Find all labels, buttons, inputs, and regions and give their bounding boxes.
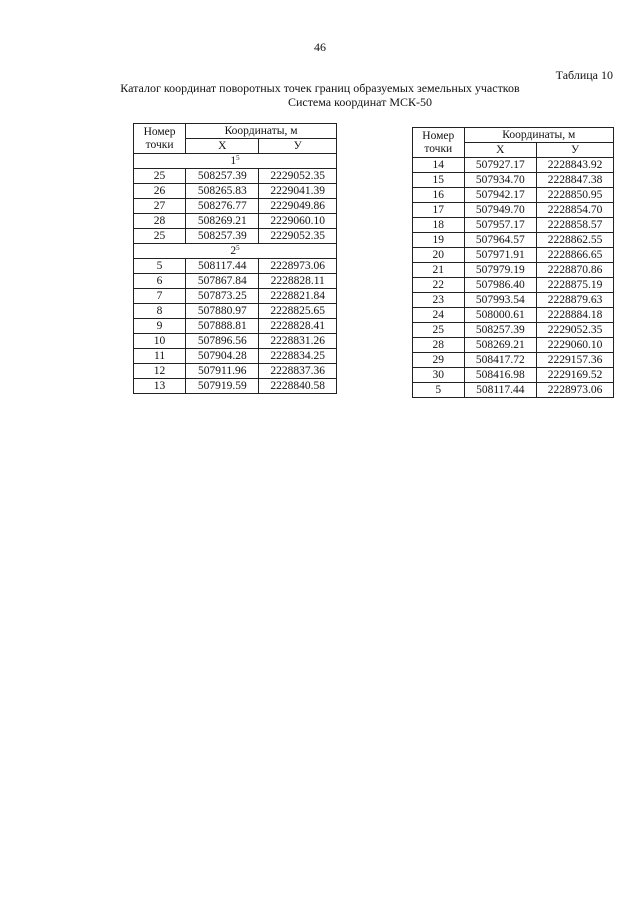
y-coordinate-cell: 2228866.65: [537, 248, 614, 263]
point-number-cell: 28: [413, 338, 465, 353]
point-number-header: [134, 124, 186, 154]
x-coordinate-cell: 507927.17: [464, 158, 537, 173]
group-header-row: [134, 154, 337, 169]
y-coordinate-cell: 2228834.25: [259, 349, 337, 364]
y-coordinate-cell: 2228828.41: [259, 319, 337, 334]
y-coordinate-cell: 2229060.10: [537, 338, 614, 353]
table-row: [413, 368, 614, 383]
y-coordinate-cell: 2228821.84: [259, 289, 337, 304]
y-coordinate-cell: 2228862.55: [537, 233, 614, 248]
left-table-body: [134, 154, 337, 394]
table-label: Таблица 10: [555, 68, 613, 82]
y-coordinate-cell: 2228854.70: [537, 203, 614, 218]
y-coordinate-cell: 2229052.35: [259, 169, 337, 184]
table-row: [413, 203, 614, 218]
table-row: [413, 293, 614, 308]
point-number-cell: 24: [413, 308, 465, 323]
table-row: [413, 338, 614, 353]
table-row: [413, 263, 614, 278]
group-label: [134, 244, 337, 259]
group-label-number: 2: [230, 244, 237, 257]
point-number-cell: 5: [134, 259, 186, 274]
table-row: [413, 353, 614, 368]
y-coordinate-cell: 2229049.86: [259, 199, 337, 214]
point-number-cell: 25: [413, 323, 465, 338]
y-coordinate-cell: 2228840.58: [259, 379, 337, 394]
y-coordinate-cell: 2228875.19: [537, 278, 614, 293]
x-coordinate-cell: 507949.70: [464, 203, 537, 218]
x-coordinate-cell: 507957.17: [464, 218, 537, 233]
x-coordinate-cell: 508117.44: [186, 259, 259, 274]
group-header-row: [134, 244, 337, 259]
x-coordinate-cell: 507880.97: [186, 304, 259, 319]
y-coordinate-cell: 2228879.63: [537, 293, 614, 308]
group-label-superscript: 5: [236, 153, 240, 162]
x-coordinate-cell: 507867.84: [186, 274, 259, 289]
x-coordinate-cell: 507986.40: [464, 278, 537, 293]
point-number-cell: 18: [413, 218, 465, 233]
x-coordinate-cell: 508416.98: [464, 368, 537, 383]
y-coordinate-cell: 2228843.92: [537, 158, 614, 173]
y-header: У: [259, 139, 337, 154]
table-row: [413, 158, 614, 173]
y-coordinate-cell: 2228973.06: [537, 383, 614, 398]
point-number-cell: 26: [134, 184, 186, 199]
point-number-cell: 10: [134, 334, 186, 349]
x-header: X: [464, 143, 537, 158]
point-number-cell: 23: [413, 293, 465, 308]
point-number-cell: 14: [413, 158, 465, 173]
y-coordinate-cell: 2229169.52: [537, 368, 614, 383]
x-coordinate-cell: 507873.25: [186, 289, 259, 304]
y-header: У: [537, 143, 614, 158]
y-coordinate-cell: 2228825.65: [259, 304, 337, 319]
x-coordinate-cell: 508257.39: [186, 169, 259, 184]
x-coordinate-cell: 508265.83: [186, 184, 259, 199]
table-row: [413, 248, 614, 263]
y-coordinate-cell: 2229052.35: [537, 323, 614, 338]
x-coordinate-cell: 507979.19: [464, 263, 537, 278]
point-number-cell: 12: [134, 364, 186, 379]
table-row: [134, 229, 337, 244]
right-table-body: [413, 158, 614, 398]
x-coordinate-cell: 507904.28: [186, 349, 259, 364]
y-coordinate-cell: 2228831.26: [259, 334, 337, 349]
x-coordinate-cell: 508269.21: [186, 214, 259, 229]
group-label-number: 1: [230, 154, 237, 167]
point-number-cell: 19: [413, 233, 465, 248]
table-row: [413, 233, 614, 248]
y-coordinate-cell: 2228837.36: [259, 364, 337, 379]
x-coordinate-cell: 508269.21: [464, 338, 537, 353]
x-coordinate-cell: 507911.96: [186, 364, 259, 379]
x-coordinate-cell: 507993.54: [464, 293, 537, 308]
table-row: [134, 214, 337, 229]
x-coordinate-cell: 507896.56: [186, 334, 259, 349]
x-coordinate-cell: 508276.77: [186, 199, 259, 214]
y-coordinate-cell: 2228847.38: [537, 173, 614, 188]
point-number-cell: 8: [134, 304, 186, 319]
point-number-cell: 13: [134, 379, 186, 394]
group-label-superscript: 5: [236, 243, 240, 252]
point-number-cell: 27: [134, 199, 186, 214]
table-row: [413, 323, 614, 338]
y-coordinate-cell: 2228828.11: [259, 274, 337, 289]
y-coordinate-cell: 2229060.10: [259, 214, 337, 229]
point-number-header: [413, 128, 465, 158]
point-number-cell: 28: [134, 214, 186, 229]
y-coordinate-cell: 2228858.57: [537, 218, 614, 233]
point-number-cell: 7: [134, 289, 186, 304]
point-number-cell: 5: [413, 383, 465, 398]
coordinate-system-title: Система координат МСК-50: [287, 95, 433, 109]
point-number-cell: 15: [413, 173, 465, 188]
left-coordinates-table: [133, 123, 337, 394]
table-row: [413, 383, 614, 398]
point-number-cell: 30: [413, 368, 465, 383]
point-number-cell: 16: [413, 188, 465, 203]
table-row: [134, 274, 337, 289]
table-row: [134, 364, 337, 379]
point-number-header-line2: точки: [145, 138, 174, 151]
x-coordinate-cell: 508257.39: [464, 323, 537, 338]
table-row: [413, 173, 614, 188]
y-coordinate-cell: 2228973.06: [259, 259, 337, 274]
point-number-cell: 17: [413, 203, 465, 218]
table-row: [413, 278, 614, 293]
table-row: [134, 259, 337, 274]
x-header: X: [186, 139, 259, 154]
table-row: [134, 169, 337, 184]
point-number-cell: 21: [413, 263, 465, 278]
table-row: [134, 349, 337, 364]
point-number-cell: 22: [413, 278, 465, 293]
point-number-cell: 29: [413, 353, 465, 368]
table-row: [134, 379, 337, 394]
x-coordinate-cell: 508000.61: [464, 308, 537, 323]
x-coordinate-cell: 507942.17: [464, 188, 537, 203]
table-row: [134, 199, 337, 214]
x-coordinate-cell: 507919.59: [186, 379, 259, 394]
y-coordinate-cell: 2229157.36: [537, 353, 614, 368]
y-coordinate-cell: 2229041.39: [259, 184, 337, 199]
point-number-header-line1: Номер: [422, 129, 455, 142]
table-row: [134, 319, 337, 334]
point-number-cell: 9: [134, 319, 186, 334]
y-coordinate-cell: 2228850.95: [537, 188, 614, 203]
x-coordinate-cell: 507964.57: [464, 233, 537, 248]
point-number-cell: 11: [134, 349, 186, 364]
catalog-title: Каталог координат поворотных точек границ образуемых земельных участков: [120, 81, 520, 95]
y-coordinate-cell: 2228884.18: [537, 308, 614, 323]
point-number-cell: 25: [134, 169, 186, 184]
x-coordinate-cell: 508417.72: [464, 353, 537, 368]
point-number-header-line2: точки: [424, 142, 453, 155]
x-coordinate-cell: 508117.44: [464, 383, 537, 398]
right-coordinates-table: [412, 127, 614, 398]
point-number-cell: 20: [413, 248, 465, 263]
point-number-cell: 6: [134, 274, 186, 289]
x-coordinate-cell: 507971.91: [464, 248, 537, 263]
x-coordinate-cell: 507888.81: [186, 319, 259, 334]
point-number-cell: 25: [134, 229, 186, 244]
table-row: [134, 334, 337, 349]
page-number: 46: [314, 40, 326, 54]
y-coordinate-cell: 2229052.35: [259, 229, 337, 244]
x-coordinate-cell: 507934.70: [464, 173, 537, 188]
table-row: [134, 184, 337, 199]
table-row: [413, 308, 614, 323]
table-row: [134, 289, 337, 304]
table-row: [134, 304, 337, 319]
point-number-header-line1: Номер: [143, 125, 176, 138]
table-row: [413, 188, 614, 203]
coordinates-header: Координаты, м: [186, 124, 337, 139]
x-coordinate-cell: 508257.39: [186, 229, 259, 244]
table-row: [413, 218, 614, 233]
coordinates-header: Координаты, м: [464, 128, 613, 143]
y-coordinate-cell: 2228870.86: [537, 263, 614, 278]
group-label: [134, 154, 337, 169]
